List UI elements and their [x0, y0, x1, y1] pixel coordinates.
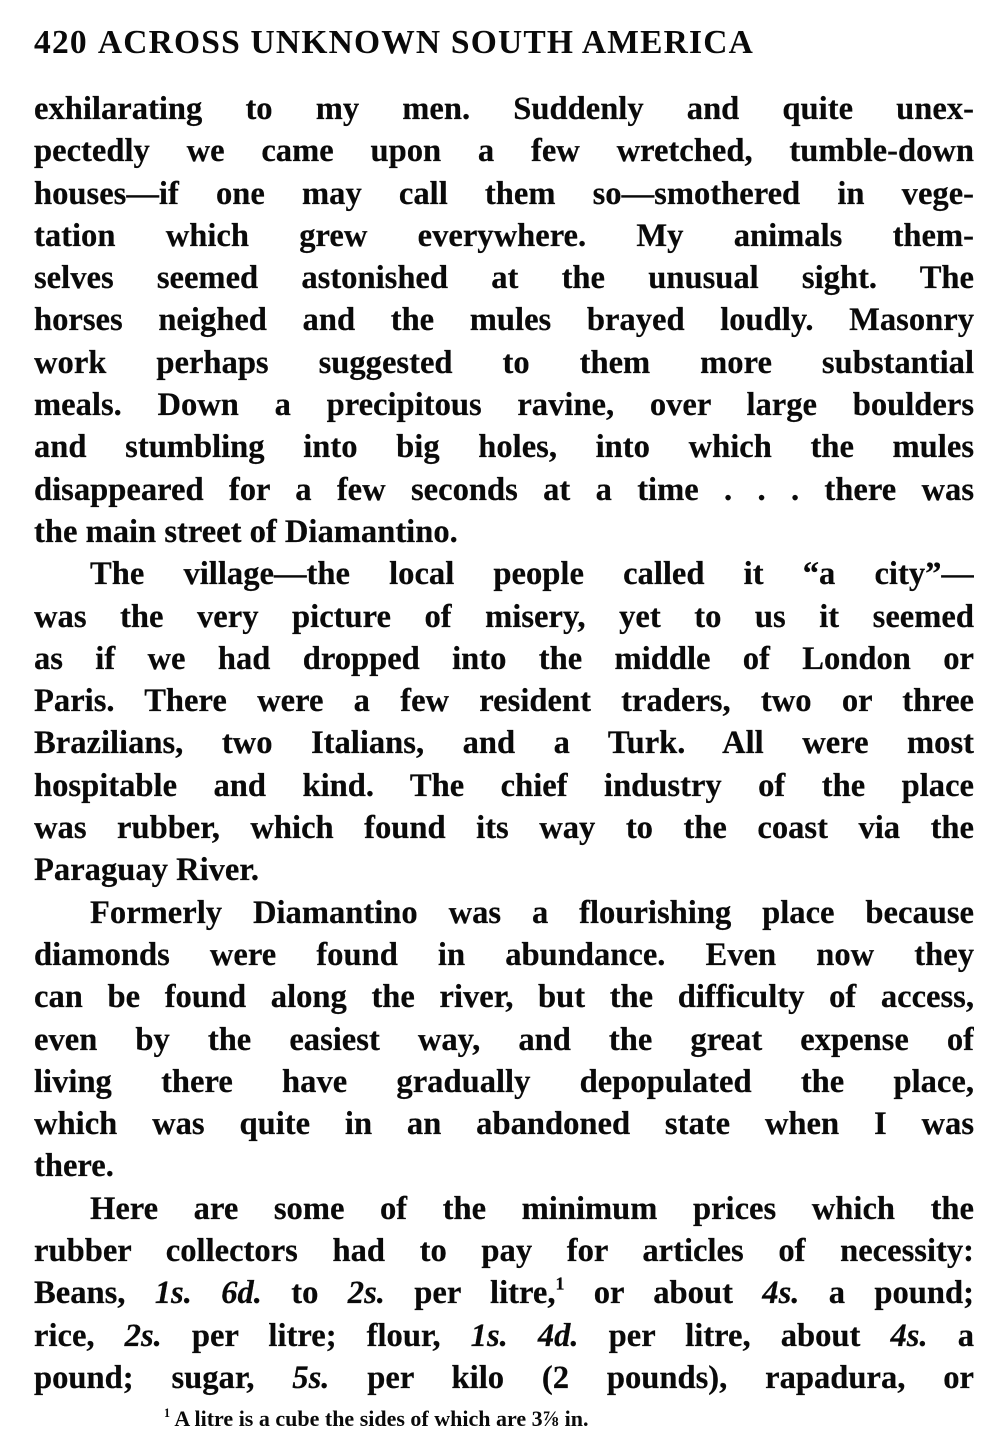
text-line: and stumbling into big holes, into which the mules [34, 429, 974, 466]
text-line: was the very picture of misery, yet to us it seemed [34, 598, 974, 635]
text-line: can be found along the river, but the difficulty of access, [34, 979, 974, 1016]
text-line [34, 1272, 974, 1314]
text-line: there. [34, 1148, 114, 1185]
text-run: a [927, 1317, 974, 1354]
footnote-reference: 1 [555, 1273, 565, 1294]
text-line: exhilarating to my men. Suddenly and quite unex- [34, 91, 974, 127]
text-line: even by the easiest way, and the great expense of [34, 1021, 974, 1058]
price-amount: 4s. [890, 1317, 928, 1354]
text-line: Brazilians, two Italians, and a Turk. All were most [34, 725, 974, 762]
text-line: Paris. There were a few resident traders, two or three [34, 683, 974, 720]
text-line: work perhaps suggested to them more substantial [34, 344, 974, 381]
text-line: The village—the local people called it “a city”— [90, 556, 974, 593]
running-head [34, 18, 974, 68]
text-run: pound; sugar, [34, 1359, 293, 1396]
text-run: or about [564, 1275, 763, 1312]
price-amount: 4s. [762, 1275, 800, 1312]
text-line: living there have gradually depopulated the place, [34, 1063, 974, 1100]
body-text [34, 88, 974, 1399]
text-run: per litre, about [578, 1317, 891, 1354]
text-line: disappeared for a few seconds at a time . . . there was [34, 471, 974, 508]
price-amount: 5s. [292, 1359, 330, 1396]
text-run: rice, [34, 1317, 125, 1354]
text-line: Formerly Diamantino was a flourishing place because [90, 894, 974, 931]
text-run: per litre, [384, 1275, 556, 1312]
text-line: which was quite in an abandoned state when I was [34, 1106, 974, 1143]
price-amount: 1s. 6d. [154, 1275, 262, 1312]
price-amount: 1s. 4d. [470, 1317, 579, 1354]
footnote-text: A litre is a cube the sides of which are 3⅞ in. [170, 1406, 589, 1431]
text-line: houses—if one may call them so—smothered in vege- [34, 175, 974, 212]
text-line [34, 1357, 974, 1399]
text-line: Paraguay River. [34, 852, 260, 889]
running-title: ACROSS UNKNOWN SOUTH AMERICA [97, 24, 755, 61]
text-line: Here are some of the minimum prices which the [90, 1190, 974, 1227]
text-run: per kilo (2 pounds), rapadura, or [329, 1359, 974, 1396]
text-run: to [261, 1275, 348, 1312]
book-page [34, 18, 974, 1438]
text-run: a pound; [799, 1275, 974, 1312]
footnote [164, 1404, 588, 1434]
text-line [34, 1315, 974, 1357]
text-run: Beans, [34, 1275, 155, 1312]
text-line: tation which grew everywhere. My animals them- [34, 217, 974, 254]
text-line: diamonds were found in abundance. Even now they [34, 936, 974, 973]
text-line: horses neighed and the mules brayed loudly. Masonry [34, 302, 974, 339]
footnote-marker: 1 [164, 1405, 171, 1420]
price-amount: 2s. [124, 1317, 162, 1354]
text-line: the main street of Diamantino. [34, 513, 458, 550]
page-number: 420 [34, 24, 88, 61]
text-line: rubber collectors had to pay for articles of necessity: [34, 1233, 974, 1270]
text-line: meals. Down a precipitous ravine, over large boulders [34, 387, 974, 424]
text-line: pectedly we came upon a few wretched, tumble-down [34, 133, 974, 170]
price-amount: 2s. [347, 1275, 385, 1312]
text-run: per litre; flour, [161, 1317, 471, 1354]
text-line: was rubber, which found its way to the coast via the [34, 810, 974, 847]
text-line: hospitable and kind. The chief industry of the place [34, 767, 974, 804]
text-line: selves seemed astonished at the unusual sight. The [34, 260, 974, 297]
text-line: as if we had dropped into the middle of London or [34, 640, 974, 677]
